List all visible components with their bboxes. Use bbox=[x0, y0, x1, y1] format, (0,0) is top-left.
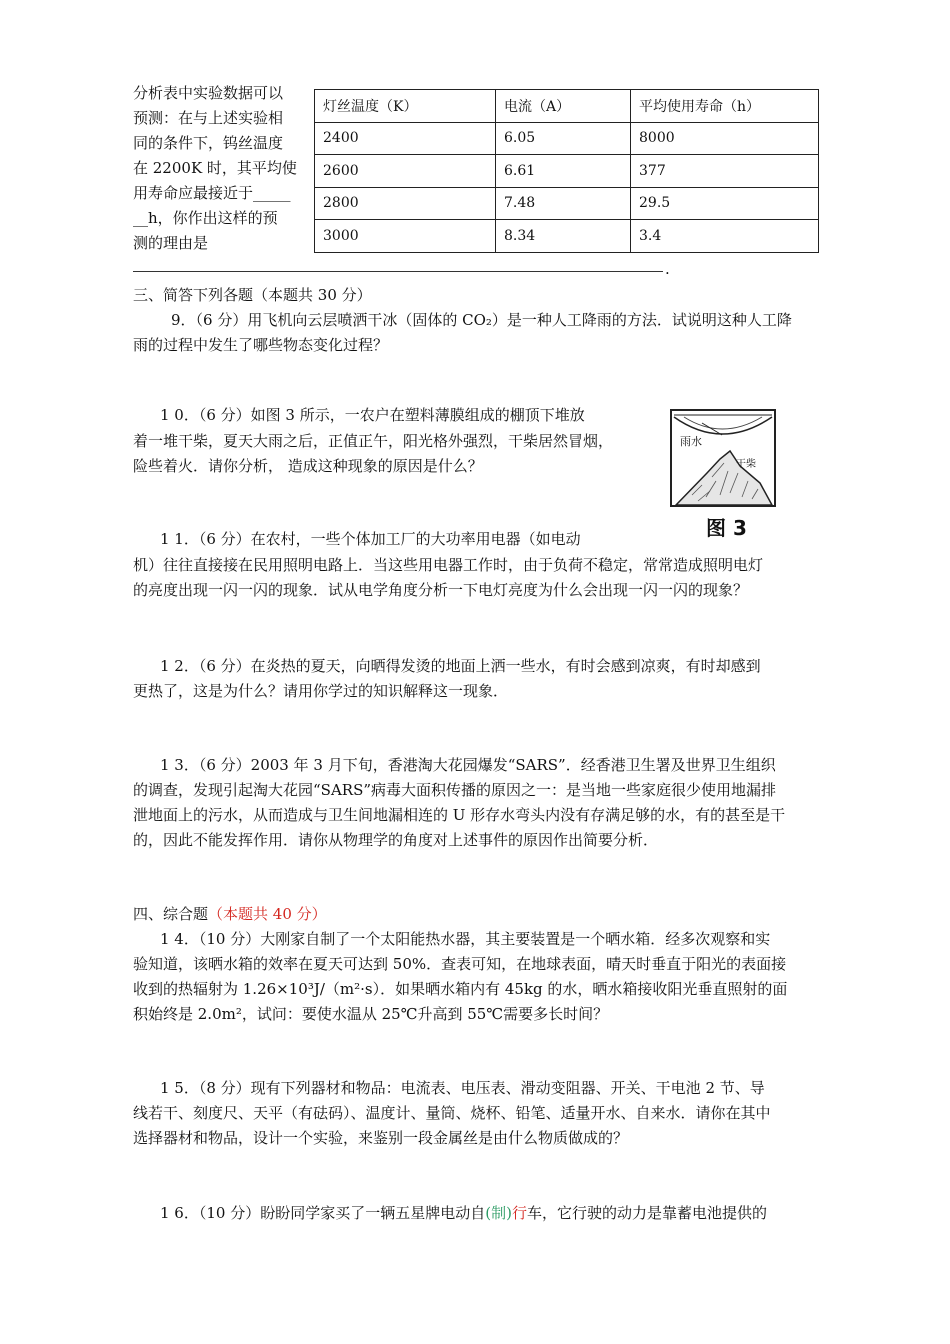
table-header-cell: 灯丝温度（K） bbox=[315, 90, 496, 123]
intro-line-7: 测的理由是 bbox=[133, 234, 209, 252]
table-cell: 29.5 bbox=[631, 187, 819, 220]
q13-line-2: 的调查，发现引起淘大花园“SARS”病毒大面积传播的原因之一：是当地一些家庭很少使用地漏排 bbox=[133, 781, 777, 799]
q16-part-1: 1 6．（10 分）盼盼同学家买了一辆五星牌电动自 bbox=[160, 1204, 486, 1222]
greenhouse-sketch-icon bbox=[672, 411, 774, 505]
q13-line-1: 1 3．（6 分）2003 年 3 月下旬，香港淘大花园爆发“SARS”．经香港卫生署及世界卫生组织 bbox=[160, 756, 776, 774]
q11-line-1: 1 1．（6 分）在农村，一些个体加工厂的大功率用电器（如电动 bbox=[160, 530, 581, 548]
figure-3-sketch bbox=[670, 409, 776, 507]
table-row bbox=[315, 122, 819, 155]
q10-line-1: 1 0．（6 分）如图 3 所示，一农户在塑料薄膜组成的棚顶下堆放 bbox=[160, 406, 585, 424]
intro-line-5: 用寿命应最接近于_____ bbox=[133, 184, 291, 202]
table-cell: 8000 bbox=[631, 122, 819, 155]
answer-end-dot: . bbox=[665, 260, 670, 278]
q16-part-2: (制) bbox=[485, 1204, 512, 1222]
table-header-cell: 电流（A） bbox=[496, 90, 631, 123]
intro-line-4: 在 2200K 时，其平均使 bbox=[133, 159, 297, 177]
section-4-title-score: （本题共 40 分） bbox=[208, 905, 327, 923]
q14-line-4: 积始终是 2.0m²，试问：要使水温从 25℃升高到 55℃需要多长时间？ bbox=[133, 1005, 609, 1023]
q10-line-2: 着一堆干柴，夏天大雨之后，正值正午，阳光格外强烈，干柴居然冒烟， bbox=[133, 432, 614, 450]
q16-line-1 bbox=[160, 1201, 767, 1225]
figure-label-wood: 干柴 bbox=[736, 459, 756, 470]
q12-line-2: 更热了，这是为什么？请用你学过的知识解释这一现象． bbox=[133, 682, 509, 700]
answer-blank-line bbox=[133, 271, 663, 272]
q10-line-3: 险些着火．请你分析， 造成这种现象的原因是什么？ bbox=[133, 457, 483, 475]
table-cell: 6.61 bbox=[496, 155, 631, 188]
q11-line-3: 的亮度出现一闪一闪的现象．试从电学角度分析一下电灯亮度为什么会出现一闪一闪的现象？ bbox=[133, 581, 749, 599]
data-table bbox=[314, 89, 819, 253]
q9-line-1: 9．（6 分）用飞机向云层喷洒干冰（固体的 CO₂）是一种人工降雨的方法．试说明这种人工降 bbox=[171, 311, 792, 329]
table-cell: 3000 bbox=[315, 220, 496, 253]
table-row bbox=[315, 155, 819, 188]
table-cell: 2400 bbox=[315, 122, 496, 155]
figure-label-rain: 雨水 bbox=[680, 435, 702, 448]
intro-line-3: 同的条件下，钨丝温度 bbox=[133, 134, 284, 152]
table-cell: 3.4 bbox=[631, 220, 819, 253]
q14-line-2: 验知道，该晒水箱的效率在夏天可达到 50%．查表可知，在地球表面，晴天时垂直于阳光的表面接 bbox=[133, 955, 787, 973]
q13-line-4: 的，因此不能发挥作用．请你从物理学的角度对上述事件的原因作出简要分析． bbox=[133, 831, 659, 849]
q15-line-2: 线若干、刻度尺、天平（有砝码）、温度计、量筒、烧杯、铅笔、适量开水、自来水．请你在其中 bbox=[133, 1104, 771, 1122]
section-3-title: 三、简答下列各题（本题共 30 分） bbox=[133, 286, 372, 304]
table-cell: 2800 bbox=[315, 187, 496, 220]
table-header-cell: 平均使用寿命（h） bbox=[631, 90, 819, 123]
q14-line-1: 1 4．（10 分）大刚家自制了一个太阳能热水器，其主要装置是一个晒水箱．经多次观察和实 bbox=[160, 930, 771, 948]
q15-line-1: 1 5．（8 分）现有下列器材和物品：电流表、电压表、滑动变阻器、开关、干电池 2 节、导 bbox=[160, 1079, 765, 1097]
q12-line-1: 1 2．（6 分）在炎热的夏天，向晒得发烫的地面上洒一些水，有时会感到凉爽，有时却感到 bbox=[160, 657, 761, 675]
intro-line-1: 分析表中实验数据可以 bbox=[133, 84, 284, 102]
q11-line-2: 机）往往直接接在民用照明电路上．当这些用电器工作时，由于负荷不稳定，常常造成照明电灯 bbox=[133, 556, 764, 574]
q16-part-3: 行 bbox=[511, 1204, 527, 1222]
table-cell: 7.48 bbox=[496, 187, 631, 220]
table-cell: 377 bbox=[631, 155, 819, 188]
q16-part-4: 车，它行驶的动力是靠蓄电池提供的 bbox=[526, 1204, 767, 1222]
table-row bbox=[315, 187, 819, 220]
q15-line-3: 选择器材和物品，设计一个实验，来鉴别一段金属丝是由什么物质做成的？ bbox=[133, 1129, 629, 1147]
section-4-title-main: 四、综合题 bbox=[133, 905, 209, 923]
intro-line-2: 预测：在与上述实验相 bbox=[133, 109, 284, 127]
q14-line-3: 收到的热辐射为 1.26×10³J/（m²·s）．如果晒水箱内有 45kg 的水，晒水箱接收阳光垂直照射的面 bbox=[133, 980, 788, 998]
table-cell: 2600 bbox=[315, 155, 496, 188]
intro-line-6: __h，你作出这样的预 bbox=[133, 209, 278, 227]
table-row bbox=[315, 220, 819, 253]
q9-line-2: 雨的过程中发生了哪些物态变化过程？ bbox=[133, 336, 389, 354]
table-header-row bbox=[315, 90, 819, 123]
table-cell: 8.34 bbox=[496, 220, 631, 253]
table-cell: 6.05 bbox=[496, 122, 631, 155]
figure-3-caption: 图 3 bbox=[706, 516, 747, 540]
q13-line-3: 泄地面上的污水，从而造成与卫生间地漏相连的 U 形存水弯头内没有存满足够的水，有的甚至是干 bbox=[133, 806, 786, 824]
section-4-title bbox=[133, 902, 327, 926]
